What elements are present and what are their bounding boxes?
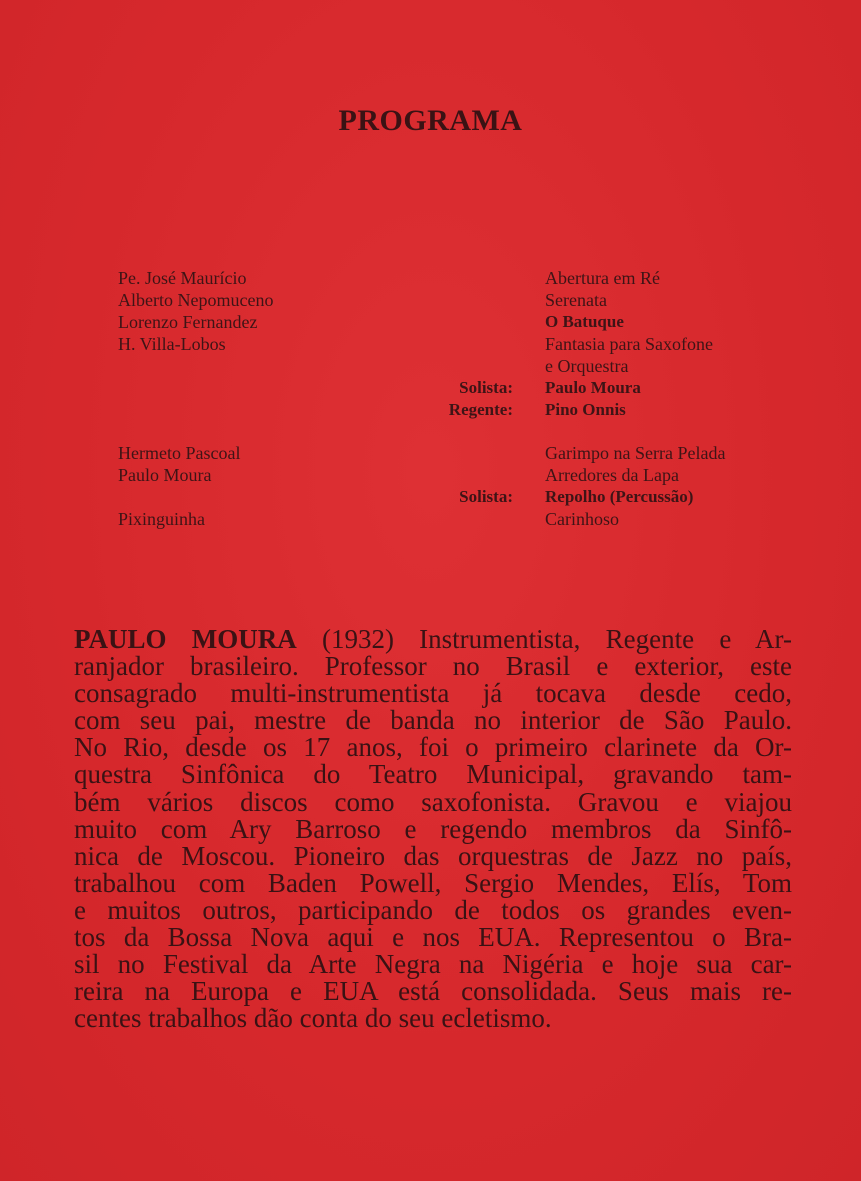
bio-line: muito com Ary Barroso e regendo membros da Sinfô-	[74, 813, 792, 844]
work-title: Arredores da Lapa	[545, 465, 679, 485]
bio-line: trabalhou com Baden Powell, Sergio Mendes, Elís, Tom	[74, 867, 792, 898]
work-title: Carinhoso	[545, 509, 619, 529]
composer-name: Paulo Moura	[118, 465, 212, 485]
bio-line: No Rio, desde os 17 anos, foi o primeiro clarinete da Or-	[74, 732, 792, 763]
bio-line: centes trabalhos dão conta do seu ecletismo.	[74, 1003, 552, 1034]
bio-line: questra Sinfônica do Teatro Municipal, gravando tam-	[74, 759, 792, 790]
composer-name: Lorenzo Fernandez	[118, 312, 258, 332]
bio-line: e muitos outros, participando de todos os grandes even-	[74, 894, 792, 925]
bio-line	[74, 626, 792, 653]
work-title: Garimpo na Serra Pelada	[545, 443, 726, 463]
bio-line: sil no Festival da Arte Negra na Nigéria e hoje sua car-	[74, 949, 792, 980]
page-title: PROGRAMA	[338, 104, 523, 137]
work-title: Serenata	[545, 290, 607, 310]
bio-line: consagrado multi-instrumentista já tocava desde cedo,	[74, 678, 792, 709]
soloist-name: Paulo Moura	[545, 378, 641, 397]
bio-line: nica de Moscou. Pioneiro das orquestras de Jazz no país,	[74, 840, 792, 871]
work-title: e Orquestra	[545, 356, 629, 376]
biography-paragraph	[74, 626, 792, 1032]
work-title: Abertura em Ré	[545, 268, 660, 288]
bio-line: ranjador brasileiro. Professor no Brasil e exterior, este	[74, 651, 792, 682]
bio-line: com seu pai, mestre de banda no interior de São Paulo.	[74, 705, 792, 736]
work-title: O Batuque	[545, 312, 624, 331]
composer-name: Pixinguinha	[118, 509, 206, 529]
composer-name: Hermeto Pascoal	[118, 443, 241, 463]
conductor-label: Regente:	[448, 400, 513, 419]
soloist-label: Solista:	[459, 487, 513, 506]
bio-line: bém vários discos como saxofonista. Gravou e viajou	[74, 786, 792, 817]
bio-line: reira na Europa e EUA está consolidada. Seus mais re-	[74, 976, 792, 1007]
bio-name: PAULO MOURA	[74, 624, 297, 654]
bio-line-text: (1932) Instrumentista, Regente e Ar-	[296, 624, 792, 654]
bio-line: tos da Bossa Nova aqui e nos EUA. Representou o Bra-	[74, 922, 792, 953]
work-title: Fantasia para Saxofone	[545, 334, 713, 354]
soloist-label: Solista:	[459, 378, 513, 397]
conductor-name: Pino Onnis	[545, 400, 626, 419]
soloist-name: Repolho (Percussão)	[545, 487, 694, 506]
composer-name: Alberto Nepomuceno	[118, 290, 274, 310]
composer-name: H. Villa-Lobos	[118, 334, 226, 354]
composer-name: Pe. José Maurício	[118, 268, 247, 288]
